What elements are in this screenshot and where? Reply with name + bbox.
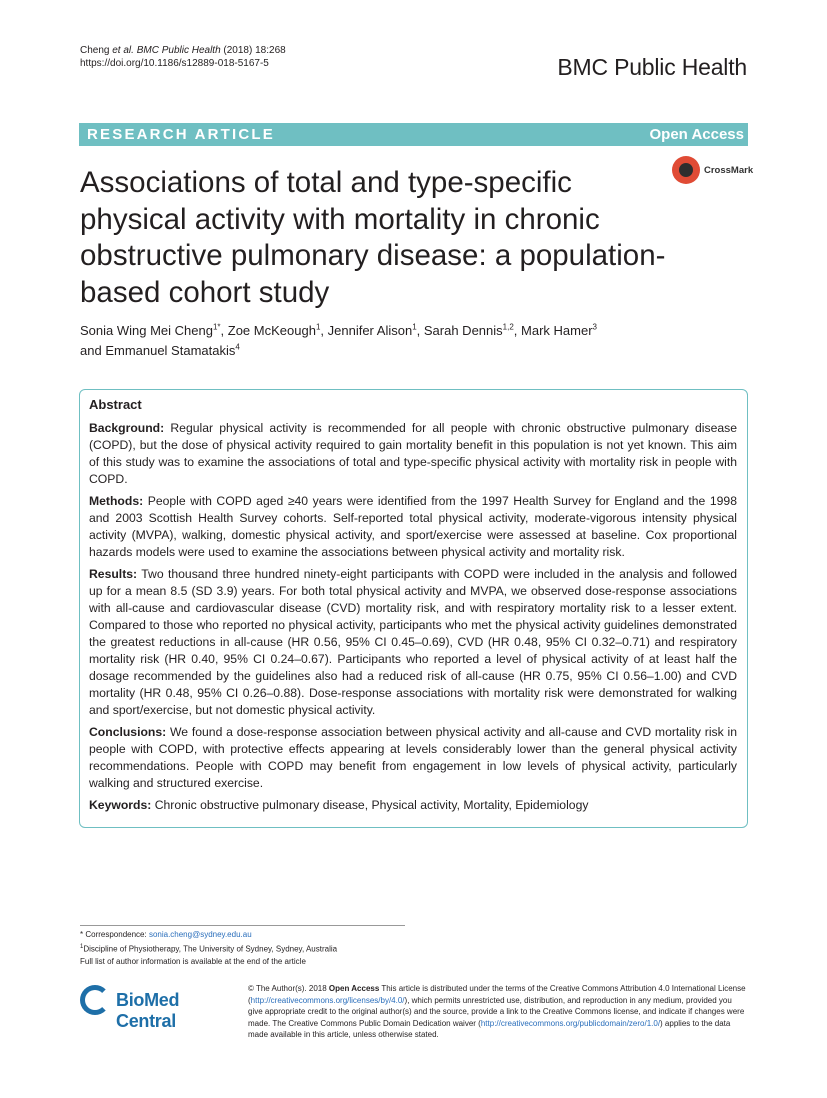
article-type-label: RESEARCH ARTICLE [87, 126, 275, 143]
journal-name: BMC Public Health [557, 54, 747, 80]
license-text: This article is distributed under the terms of the Creative Commons Attribution 4.0 International License ( [248, 984, 746, 1005]
author-affiliation-sup: 1 [412, 322, 417, 332]
crossmark-badge[interactable] [672, 156, 754, 186]
cc-by-license-link[interactable]: http://creativecommons.org/licenses/by/4.0/ [250, 995, 405, 1005]
abstract-methods [89, 493, 737, 561]
affiliation-text: Discipline of Physiotherapy, The University of Sydney, Sydney, Australia [83, 944, 338, 954]
biomed-central-logo [80, 985, 240, 1031]
abstract-body [89, 420, 737, 819]
section-label: Results: [89, 567, 138, 581]
crossmark-icon [672, 156, 700, 184]
section-text: Regular physical activity is recommended for all people with chronic obstructive pulmonary disease (COPD), but the dose of physical activity required to gain mortality benefit in this population is not yet known. This aim of this study was to examine the associations of total and type-specific physical activity with mortality risk in people with COPD. [89, 421, 737, 486]
citation-journal: et al. BMC Public Health [112, 45, 221, 56]
correspondence-email-link[interactable]: sonia.cheng@sydney.edu.au [148, 930, 252, 939]
author-affiliation-sup: 1 [315, 322, 321, 332]
article-type-banner [79, 123, 748, 146]
abstract-box [79, 389, 748, 828]
author-name: Sonia Wing Mei Cheng [80, 323, 213, 338]
author-info-note: Full list of author information is available at the end of the article [80, 956, 306, 966]
author-name: Emmanuel Stamatakis [105, 343, 236, 358]
abstract-conclusions [89, 724, 737, 792]
author-affiliation-sup: 4 [235, 342, 240, 352]
author-name: Zoe McKeough [227, 323, 316, 338]
section-text: Chronic obstructive pulmonary disease, Physical activity, Mortality, Epidemiology [154, 798, 589, 812]
footnotes [80, 929, 337, 968]
citation-authors: Cheng [80, 45, 113, 56]
abstract-heading: Abstract [89, 397, 142, 412]
footnote-divider [80, 925, 405, 926]
correspondence-label: * Correspondence: [80, 930, 149, 939]
license-text: ) applies to the data made available in this article, unless otherwise stated. [248, 1018, 731, 1039]
abstract-keywords [89, 797, 737, 814]
author-name: Sarah Dennis [423, 323, 503, 338]
section-text: Two thousand three hundred ninety-eight participants with COPD were included in the analysis and followed up for a mean 8.5 (SD 3.9) years. For both total physical activity and MVPA, we observed dose-response associations with all-cause and cardiovascular disease (CVD) mortality risk, and with respiratory mortality risk to a lesser extent. Compared to those who reported no physical activity, participants who met the physical activity guidelines demonstrated the greatest reductions in all-cause (HR 0.56, 95% CI 0.45–0.69), CVD (HR 0.48, 95% CI 0.32–0.71) and respiratory mortality risk (HR 0.40, 95% CI 0.24–0.67). Participants who reported a level of physical activity of at least half the dosage recommended by the guidelines also had a reduced risk of all-cause (HR 0.75, 95% CI 0.56–1.00) and CVD mortality (HR 0.48, 95% CI 0.26–0.88). Dose-response associations with mortality risk were demonstrated for walking and sport/exercise, but not domestic physical activity. [89, 567, 737, 717]
license-text: ), which permits unrestricted use, distribution, and reproduction in any medium, provided you give appropriate credit to the original author(s) and the source, provide a link to the Creative Commons license, and indicate if changes were made. The Creative Commons Public Domain Dedication waiver ( [248, 995, 745, 1028]
author-name: Mark Hamer [521, 323, 593, 338]
section-label: Conclusions: [89, 725, 167, 739]
license-text: © The Author(s). 2018 [248, 984, 329, 993]
section-text: People with COPD aged ≥40 years were identified from the 1997 Health Survey for England and the 1998 and 2003 Scottish Health Survey cohorts. Self-reported total physical activity, moderate-vigorous intensity physical activity (MVPA), walking, domestic physical activity, and sport/exercise were assessed at baseline. Cox proportional hazards models were used to examine the associations between physical activity and mortality risk. [89, 494, 737, 559]
author-list: Sonia Wing Mei Cheng$^{1*}$, Zoe McKeough$^1$, Jennifer Alison$^1$, Sarah Dennis$^{1,2}$, Mark Hamer$^3$ and Emmanuel Stamatakis$^4$ [80, 322, 597, 358]
section-text: We found a dose-response association between physical activity and all-cause and CVD mortality risk in people with COPD, with protective effects appearing at levels considerably lower than the general physical activity recommendations. People with COPD may benefit from engagement in low levels of physical activity, particularly walking and structured exercise. [89, 725, 738, 790]
crossmark-label: CrossMark [704, 165, 754, 176]
author-affiliation-sup: 3 [592, 322, 597, 332]
section-label: Background: [89, 421, 165, 435]
citation [80, 44, 286, 70]
section-label: Methods: [89, 494, 144, 508]
author-affiliation-sup: 1* [212, 322, 221, 332]
abstract-results [89, 566, 737, 719]
cc-zero-link[interactable]: http://creativecommons.org/publicdomain/zero/1.0/ [480, 1018, 661, 1028]
open-access-label: Open Access [649, 126, 744, 143]
license-statement [248, 983, 748, 1041]
article-title: Associations of total and type-specific physical activity with mortality in chronic obstructive pulmonary disease: a population-based cohort study [80, 166, 666, 309]
doi-link[interactable]: https://doi.org/10.1186/s12889-018-5167-5 [80, 58, 269, 69]
author-affiliation-sup: 1,2 [502, 322, 514, 332]
affiliation-sup: 1 [80, 944, 84, 950]
biomed-central-ring-icon [80, 985, 110, 1015]
abstract-background [89, 420, 737, 488]
license-open-access: Open Access [328, 984, 380, 993]
citation-year: (2018) 18:268 [220, 45, 286, 56]
biomed-central-wordmark: BioMed Central [116, 990, 180, 1031]
author-name: Jennifer Alison [327, 323, 413, 338]
section-label: Keywords: [89, 798, 152, 812]
